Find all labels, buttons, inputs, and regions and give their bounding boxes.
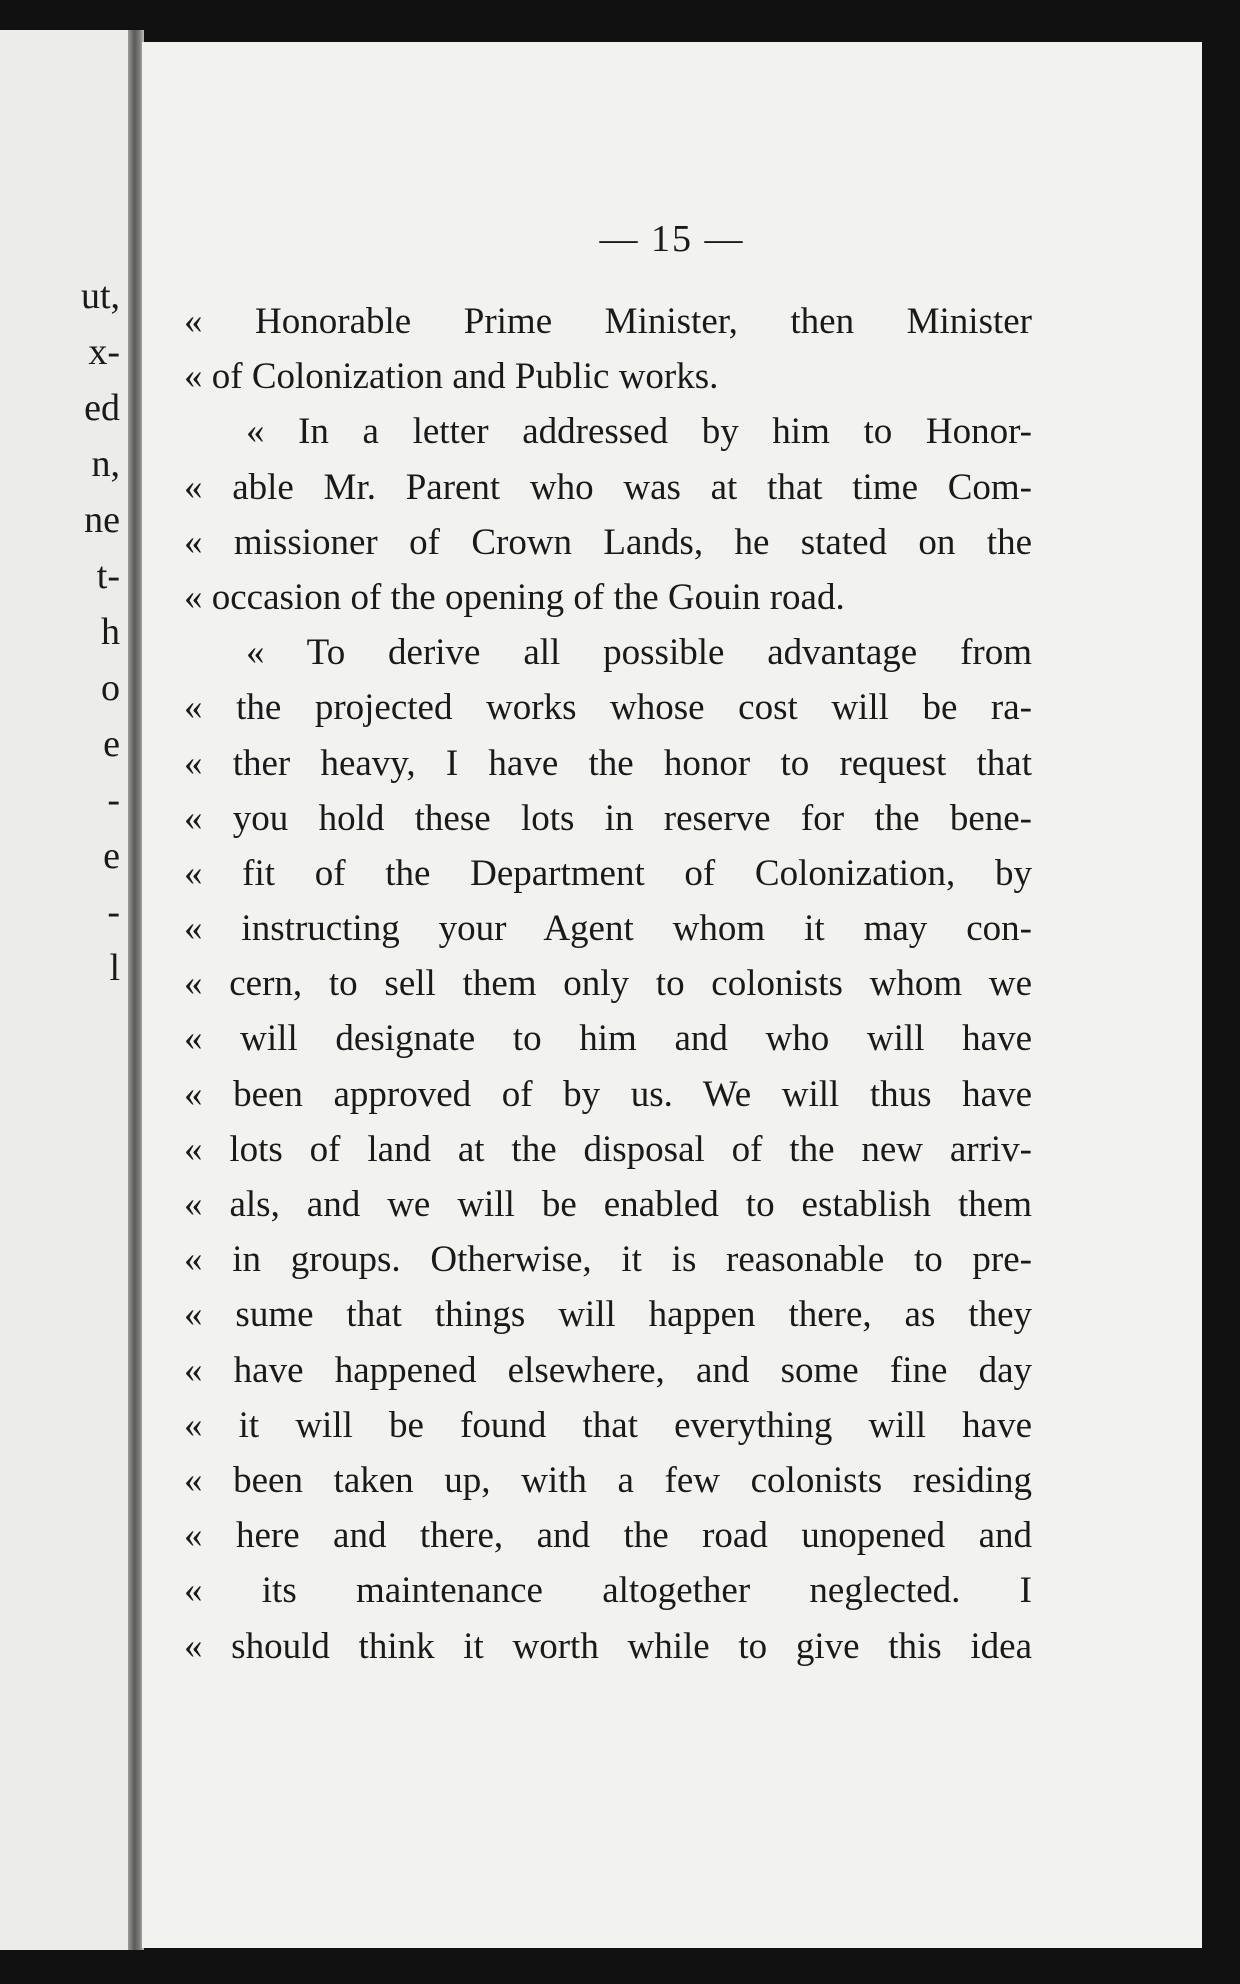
text-line: « should think it worth while to give this idea [184, 1625, 1032, 1667]
text-line: « will designate to him and who will have [184, 1018, 1032, 1060]
text-line: « the projected works whose cost will be ra- [184, 687, 1032, 729]
text-line: « it will be found that everything will have [184, 1404, 1032, 1446]
text-line: « missioner of Crown Lands, he stated on the [184, 521, 1032, 563]
text-line: « of Colonization and Public works. [184, 356, 719, 398]
left-fragment: ed [84, 387, 120, 429]
left-fragment: o [101, 667, 120, 709]
text-line: « you hold these lots in reserve for the bene- [184, 797, 1032, 839]
text-line: « ther heavy, I have the honor to request that [184, 742, 1032, 784]
left-fragment: t- [96, 555, 120, 597]
text-line: « its maintenance altogether neglected. I [184, 1570, 1032, 1612]
text-line: « als, and we will be enabled to establish them [184, 1184, 1032, 1225]
left-fragment: - [107, 891, 120, 933]
left-fragment: ne [84, 499, 120, 541]
text-line: « In a letter addressed by him to Honor- [246, 411, 1032, 453]
text-line: « occasion of the opening of the Gouin road. [184, 576, 845, 618]
text-line: « To derive all possible advantage from [246, 632, 1032, 674]
page-number: — 15 — [599, 218, 745, 260]
left-fragment: n, [91, 443, 120, 485]
text-line: « cern, to sell them only to colonists whom we [184, 963, 1032, 1005]
text-line: « sume that things will happen there, as they [184, 1294, 1032, 1336]
text-line: « have happened elsewhere, and some fine day [184, 1349, 1032, 1391]
left-fragment: x- [88, 331, 120, 373]
text-line: « fit of the Department of Colonization, by [184, 852, 1032, 894]
left-fragment: - [107, 779, 120, 821]
left-fragment: ut, [80, 275, 120, 317]
left-fragment: h [101, 611, 120, 653]
text-line: « in groups. Otherwise, it is reasonable to pre- [184, 1239, 1032, 1281]
left-page-fragments [0, 268, 120, 996]
text-line: « been approved of by us. We will thus have [184, 1073, 1032, 1115]
left-fragment: l [109, 947, 120, 989]
left-fragment: e [103, 723, 120, 765]
text-line: « instructing your Agent whom it may con- [184, 908, 1032, 950]
left-fragment: e [103, 835, 120, 877]
text-line: « Honorable Prime Minister, then Minister [184, 301, 1032, 342]
body-text [184, 294, 1032, 1674]
text-line: « able Mr. Parent who was at that time Com- [184, 466, 1032, 508]
text-line: « lots of land at the disposal of the new arriv- [184, 1128, 1032, 1170]
text-line: « here and there, and the road unopened and [184, 1515, 1032, 1557]
right-page [142, 42, 1202, 1948]
text-line: « been taken up, with a few colonists residing [184, 1459, 1032, 1501]
